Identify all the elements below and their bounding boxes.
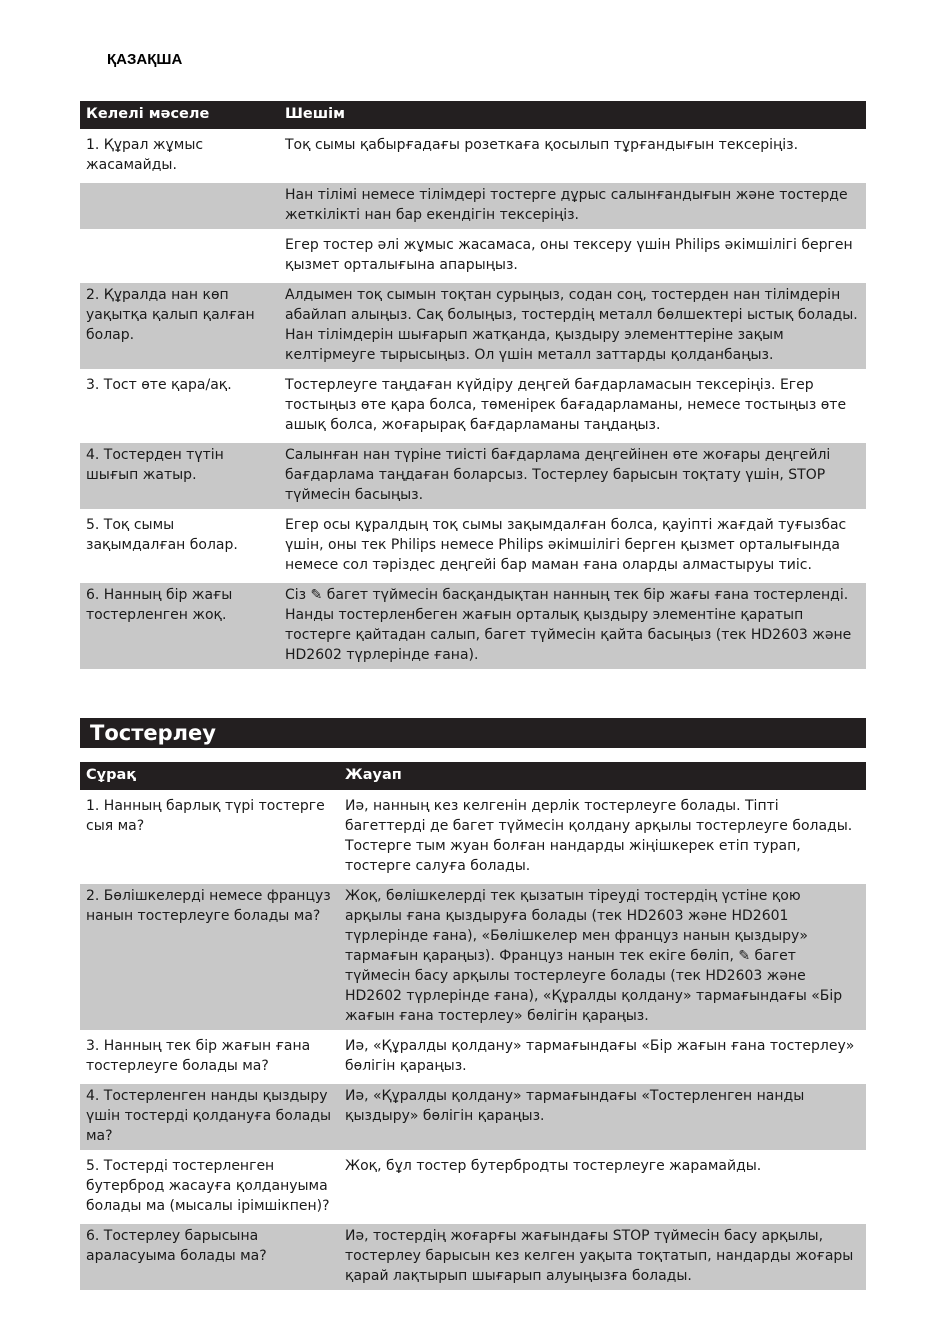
- question-cell: 1. Нанның барлық түрі тостерге сыя ма?: [80, 794, 339, 880]
- question-header: Сұрақ: [80, 762, 339, 790]
- question-cell: 2. Бөлішкелерді немесе француз нанын тостерлеуге болады ма?: [80, 884, 339, 1030]
- question-cell: 6. Тостерлеу барысына араласуыма болады ма?: [80, 1224, 339, 1290]
- faq-table: [80, 758, 866, 1294]
- answer-header: Жауап: [339, 762, 866, 790]
- table-row: [80, 513, 866, 579]
- table-row: [80, 1084, 866, 1150]
- table-row: [80, 183, 866, 229]
- section-title-bar: [80, 718, 866, 748]
- problem-cell: 3. Тост өте қара/ақ.: [80, 373, 279, 439]
- answer-cell: Жоқ, бөлішкелерді тек қызатын тіреуді тостердің үстіне қою арқылы ғана қыздыруға болады (тек HD2603 және HD2601 түрлерінде ғана), «Бөлішкелер мен француз нанын қыздыру» тармағын қараңыз). Француз нанын тек екіге бөліп, ✎ багет түймесін басу арқылы тостерлеуге болады (тек HD2603 және HD2602 түрлерінде ғана), «Құралды қолдану» тармағындағы «Бір жағын ғана тостерлеу» бөлігін қараңыз.: [339, 884, 866, 1030]
- answer-cell: Иә, «Құралды қолдану» тармағындағы «Тостерленген нанды қыздыру» бөлігін қараңыз.: [339, 1084, 866, 1150]
- table-row: [80, 283, 866, 369]
- troubleshooting-table: [80, 97, 866, 673]
- problem-cell: [80, 233, 279, 279]
- section-title: Тостерлеу: [90, 721, 216, 745]
- table-row: [80, 1154, 866, 1220]
- faq-header-row: [80, 762, 866, 790]
- question-cell: 3. Нанның тек бір жағын ғана тостерлеуге болады ма?: [80, 1034, 339, 1080]
- problem-cell: 1. Құрал жұмыс жасамайды.: [80, 133, 279, 179]
- solution-cell: Егер тостер әлі жұмыс жасамаса, оны тексеру үшін Philips әкімшілігі берген қызмет орталығына апарыңыз.: [279, 233, 866, 279]
- table-row: [80, 373, 866, 439]
- answer-cell: Иә, нанның кез келгенін дерлік тостерлеуге болады. Тіпті багеттерді де багет түймесін қолдану арқылы тостерлеуге болады. Тостерге тым жуан болған нандарды жіңішкерек етіп турап, тостерге салуға болады.: [339, 794, 866, 880]
- table-row: [80, 233, 866, 279]
- table-row: [80, 884, 866, 1030]
- problem-cell: 5. Тоқ сымы зақымдалған болар.: [80, 513, 279, 579]
- solution-cell: Тоқ сымы қабырғадағы розеткаға қосылып тұрғандығын тексеріңіз.: [279, 133, 866, 179]
- answer-cell: Иә, тостердің жоғарғы жағындағы STOP түймесін басу арқылы, тостерлеу барысын кез келген уақыта тоқтатып, нандарды жоғары қарай лақтырып шығарып алуыңызға болады.: [339, 1224, 866, 1290]
- language-label: ҚАЗАҚША: [107, 51, 183, 68]
- table-row: [80, 1034, 866, 1080]
- solution-cell: Алдымен тоқ сымын тоқтан сурыңыз, содан соң, тостерден нан тілімдерін абайлап алыңыз. Сақ болыңыз, тостердің металл бөлшектері ыстық болады. Нан тілімдерін шығарып жатқанда, қыздыру элементтеріне зақым келтірмеуге тырысыңыз. Ол үшін металл заттарды қолданбаңыз.: [279, 283, 866, 369]
- problem-cell: 4. Тостерден түтін шығып жатыр.: [80, 443, 279, 509]
- table-row: [80, 583, 866, 669]
- solution-cell: Сіз ✎ багет түймесін басқандықтан нанның тек бір жағы ғана тостерленді. Нанды тостерленбеген жағын орталық қыздыру элементіне қаратып тостерге қайтадан салып, багет түймесін қайта басыңыз (тек HD2603 және HD2602 түрлерінде ғана).: [279, 583, 866, 669]
- problem-header: Келелі мәселе: [80, 101, 279, 129]
- solution-cell: Егер осы құралдың тоқ сымы зақымдалған болса, қауіпті жағдай туғызбас үшін, оны тек Philips немесе Philips әкімшілігі берген қызмет орталығында немесе сол тәріздес деңгейі бар маман ғана оларды алмастыруы тиіс.: [279, 513, 866, 579]
- solution-cell: Тостерлеуге таңдаған күйдіру деңгей бағдарламасын тексеріңіз. Егер тостыңыз өте қара болса, төменірек бағадарламаны, немесе тостыңыз өте ашық болса, жоғарырақ бағдарламаны таңдаңыз.: [279, 373, 866, 439]
- problem-cell: [80, 183, 279, 229]
- solution-cell: Нан тілімі немесе тілімдері тостерге дұрыс салынғандығын және тостерде жеткілікті нан бар екендігін тексеріңіз.: [279, 183, 866, 229]
- solution-cell: Салынған нан түріне тиісті бағдарлама деңгейінен өте жоғары деңгейлі бағдарлама таңдаған боларсыз. Тостерлеу барысын тоқтату үшін, STOP түймесін басыңыз.: [279, 443, 866, 509]
- table-row: [80, 133, 866, 179]
- question-cell: 5. Тостерді тостерленген бутерброд жасауға қолдануыма болады ма (мысалы ірімшікпен)?: [80, 1154, 339, 1220]
- solution-header: Шешім: [279, 101, 866, 129]
- question-cell: 4. Тостерленген нанды қыздыру үшін тостерді қолдануға болады ма?: [80, 1084, 339, 1150]
- answer-cell: Жоқ, бұл тостер бутербродты тостерлеуге жарамайды.: [339, 1154, 866, 1220]
- problem-cell: 2. Құралда нан көп уақытқа қалып қалған болар.: [80, 283, 279, 369]
- table-row: [80, 1224, 866, 1290]
- troubleshooting-header-row: [80, 101, 866, 129]
- table-row: [80, 443, 866, 509]
- problem-cell: 6. Нанның бір жағы тостерленген жоқ.: [80, 583, 279, 669]
- table-row: [80, 794, 866, 880]
- answer-cell: Иә, «Құралды қолдану» тармағындағы «Бір жағын ғана тостерлеу» бөлігін қараңыз.: [339, 1034, 866, 1080]
